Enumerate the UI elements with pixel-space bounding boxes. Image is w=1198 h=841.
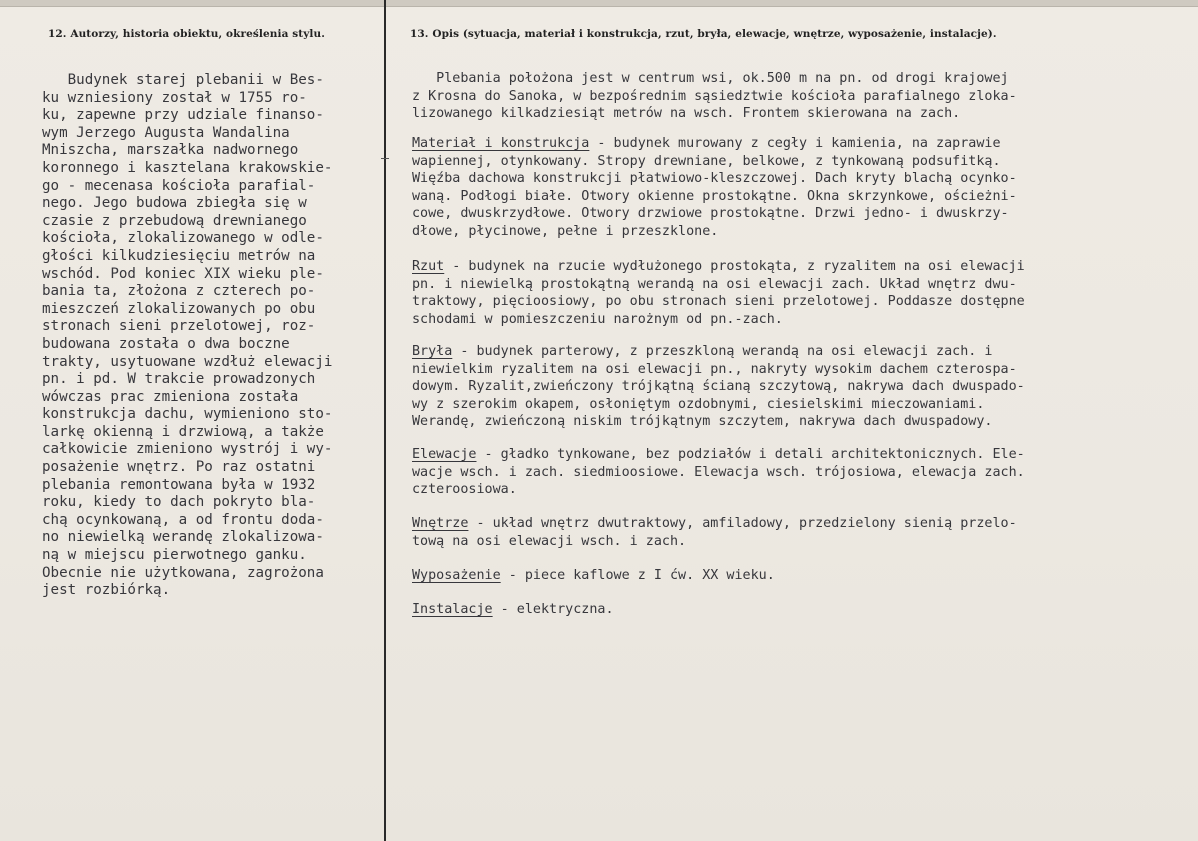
history-line: roku, kiedy to dach pokryto bla-	[42, 494, 316, 511]
situation-line: lizowanego kilkadziesiąt metrów na wsch. Frontem skierowana na zach.	[412, 106, 961, 122]
history-line: plebania remontowana była w 1932	[42, 476, 316, 493]
section-line: wy z szerokim okapem, osłoniętym ozdobnymi, ciesielskimi mieczowaniami.	[412, 396, 985, 412]
section-6	[412, 601, 614, 619]
history-line: całkowicie zmieniono wystrój i wy-	[42, 441, 333, 458]
history-line: no niewielką werandę zlokalizowa-	[42, 529, 324, 546]
section-heading: Wnętrze	[412, 516, 469, 531]
right-column-header: 13. Opis (sytuacja, materiał i konstrukcja, rzut, bryła, elewacje, wnętrze, wyposażenie, instalacje).	[410, 28, 997, 40]
section-2	[412, 343, 1025, 431]
section-line: Werandę, zwieńczoną niskim trójkątnym szczytem, nakrywa dach dwuspadowy.	[412, 414, 993, 430]
history-line: głości kilkudziesięciu metrów na	[42, 247, 316, 264]
section-first-line	[412, 258, 1025, 276]
history-line: Budynek starej plebanii w Bes-	[42, 72, 324, 88]
history-line: nego. Jego budowa zbiegła się w	[42, 195, 307, 212]
section-heading: Materiał i konstrukcja	[412, 136, 590, 151]
history-line: pn. i pd. W trakcie prowadzonych	[42, 371, 316, 388]
section-first-line	[412, 601, 614, 619]
section-heading: Elewacje	[412, 447, 477, 462]
situation-paragraph	[412, 70, 1017, 123]
section-text: - piece kaflowe z I ćw. XX wieku.	[500, 568, 775, 583]
left-column-header: 12. Autorzy, historia obiektu, określenia stylu.	[48, 28, 326, 40]
section-line: cowe, dwuskrzydłowe. Otwory drzwiowe prostokątne. Drzwi jedno- i dwuskrzy-	[412, 206, 1009, 222]
section-first-line	[412, 446, 1025, 464]
history-text	[42, 72, 332, 600]
history-line: wschód. Pod koniec XIX wieku ple-	[42, 265, 324, 282]
section-text: - układ wnętrz dwutraktowy, amfiladowy, przedzielony sienią przelo-	[468, 516, 1017, 531]
section-line: pn. i niewielką prostokątną werandą na osi elewacji zach. Układ wnętrz dwu-	[412, 276, 1017, 292]
section-text: - budynek murowany z cegły i kamienia, na zaprawie	[589, 136, 1001, 151]
section-1	[412, 258, 1025, 328]
situation-line: z Krosna do Sanoka, w bezpośrednim sąsiedztwie kościoła parafialnego zloka-	[412, 88, 1017, 104]
section-text: - budynek na rzucie wydłużonego prostokąta, z ryzalitem na osi elewacji	[444, 259, 1025, 274]
section-line: wapiennej, otynkowany. Stropy drewniane, belkowe, z tynkowaną podsufitką.	[412, 153, 1001, 169]
history-line: konstrukcja dachu, wymieniono sto-	[42, 406, 333, 423]
section-line: waną. Podłogi białe. Otwory okienne prostokątne. Okna skrzynkowe, ościeżni-	[412, 188, 1017, 204]
section-5	[412, 567, 775, 585]
section-first-line	[412, 567, 775, 585]
section-line: dowym. Ryzalit,zwieńczony trójkątną ścianą szczytową, nakrywa dach dwuspado-	[412, 379, 1025, 395]
section-line: czteroosiowa.	[412, 482, 517, 498]
history-line: larkę okienną i drzwiową, a także	[42, 423, 324, 440]
section-line: schodami w pomieszczeniu narożnym od pn.-zach.	[412, 311, 783, 327]
history-line: koronnego i kasztelana krakowskie-	[42, 159, 333, 176]
section-heading: Rzut	[412, 259, 445, 274]
history-line: ną w miejscu pierwotnego ganku.	[42, 547, 307, 564]
history-line: wym Jerzego Augusta Wandalina	[42, 124, 290, 141]
section-text: - gładko tynkowane, bez podziałów i detali architektonicznych. Ele-	[476, 447, 1025, 462]
section-heading: Bryła	[412, 344, 453, 359]
section-heading: Wyposażenie	[412, 568, 501, 583]
section-line: wacje wsch. i zach. siedmioosiowe. Elewacja wsch. trójosiowa, elewacja zach.	[412, 464, 1025, 480]
history-line: jest rozbiórką.	[42, 582, 171, 599]
history-line: ku, zapewne przy udziale finanso-	[42, 107, 324, 124]
section-line: tową na osi elewacji wsch. i zach.	[412, 533, 687, 549]
section-first-line	[412, 515, 1017, 533]
column-divider	[384, 0, 386, 841]
section-line: dłowe, płycinowe, pełne i przeszklone.	[412, 223, 719, 239]
history-line: posażenie wnętrz. Po raz ostatni	[42, 459, 316, 476]
section-text: - budynek parterowy, z przeszkloną werandą na osi elewacji zach. i	[452, 344, 993, 359]
section-first-line	[412, 343, 1025, 361]
section-4	[412, 515, 1017, 550]
section-heading: Instalacje	[412, 602, 493, 617]
history-line: go - mecenasa kościoła parafial-	[42, 177, 316, 194]
margin-tick	[381, 158, 389, 159]
history-line: Mniszcha, marszałka nadwornego	[42, 142, 299, 159]
section-0	[412, 135, 1017, 241]
top-rule-line	[0, 6, 1198, 7]
history-line: bania ta, złożona z czterech po-	[42, 283, 316, 300]
situation-line: Plebania położona jest w centrum wsi, ok.500 m na pn. od drogi krajowej	[412, 71, 1009, 86]
history-line: ku wzniesiony został w 1755 ro-	[42, 89, 307, 106]
history-line: budowana została o dwa boczne	[42, 335, 290, 352]
history-line: Obecnie nie użytkowana, zagrożona	[42, 564, 324, 581]
history-line: trakty, usytuowane wzdłuż elewacji	[42, 353, 333, 370]
history-line: czasie z przebudową drewnianego	[42, 212, 307, 229]
history-line: kościoła, zlokalizowanego w odle-	[42, 230, 324, 247]
history-line: stronach sieni przelotowej, roz-	[42, 318, 316, 335]
section-line: niewielkim ryzalitem na osi elewacji pn., nakryty wysokim dachem czterospa-	[412, 361, 1017, 377]
section-3	[412, 446, 1025, 499]
history-line: wówczas prac zmieniona została	[42, 388, 299, 405]
history-line: mieszczeń zlokalizowanych po obu	[42, 300, 316, 317]
section-line: traktowy, pięcioosiowy, po obu stronach sieni przelotowej. Poddasze dostępne	[412, 294, 1025, 310]
section-first-line	[412, 135, 1017, 153]
section-text: - elektryczna.	[492, 602, 614, 617]
section-line: Więźba dachowa konstrukcji płatwiowo-kleszczowej. Dach kryty blachą ocynko-	[412, 171, 1017, 187]
history-line: chą ocynkowaną, a od frontu doda-	[42, 511, 324, 528]
